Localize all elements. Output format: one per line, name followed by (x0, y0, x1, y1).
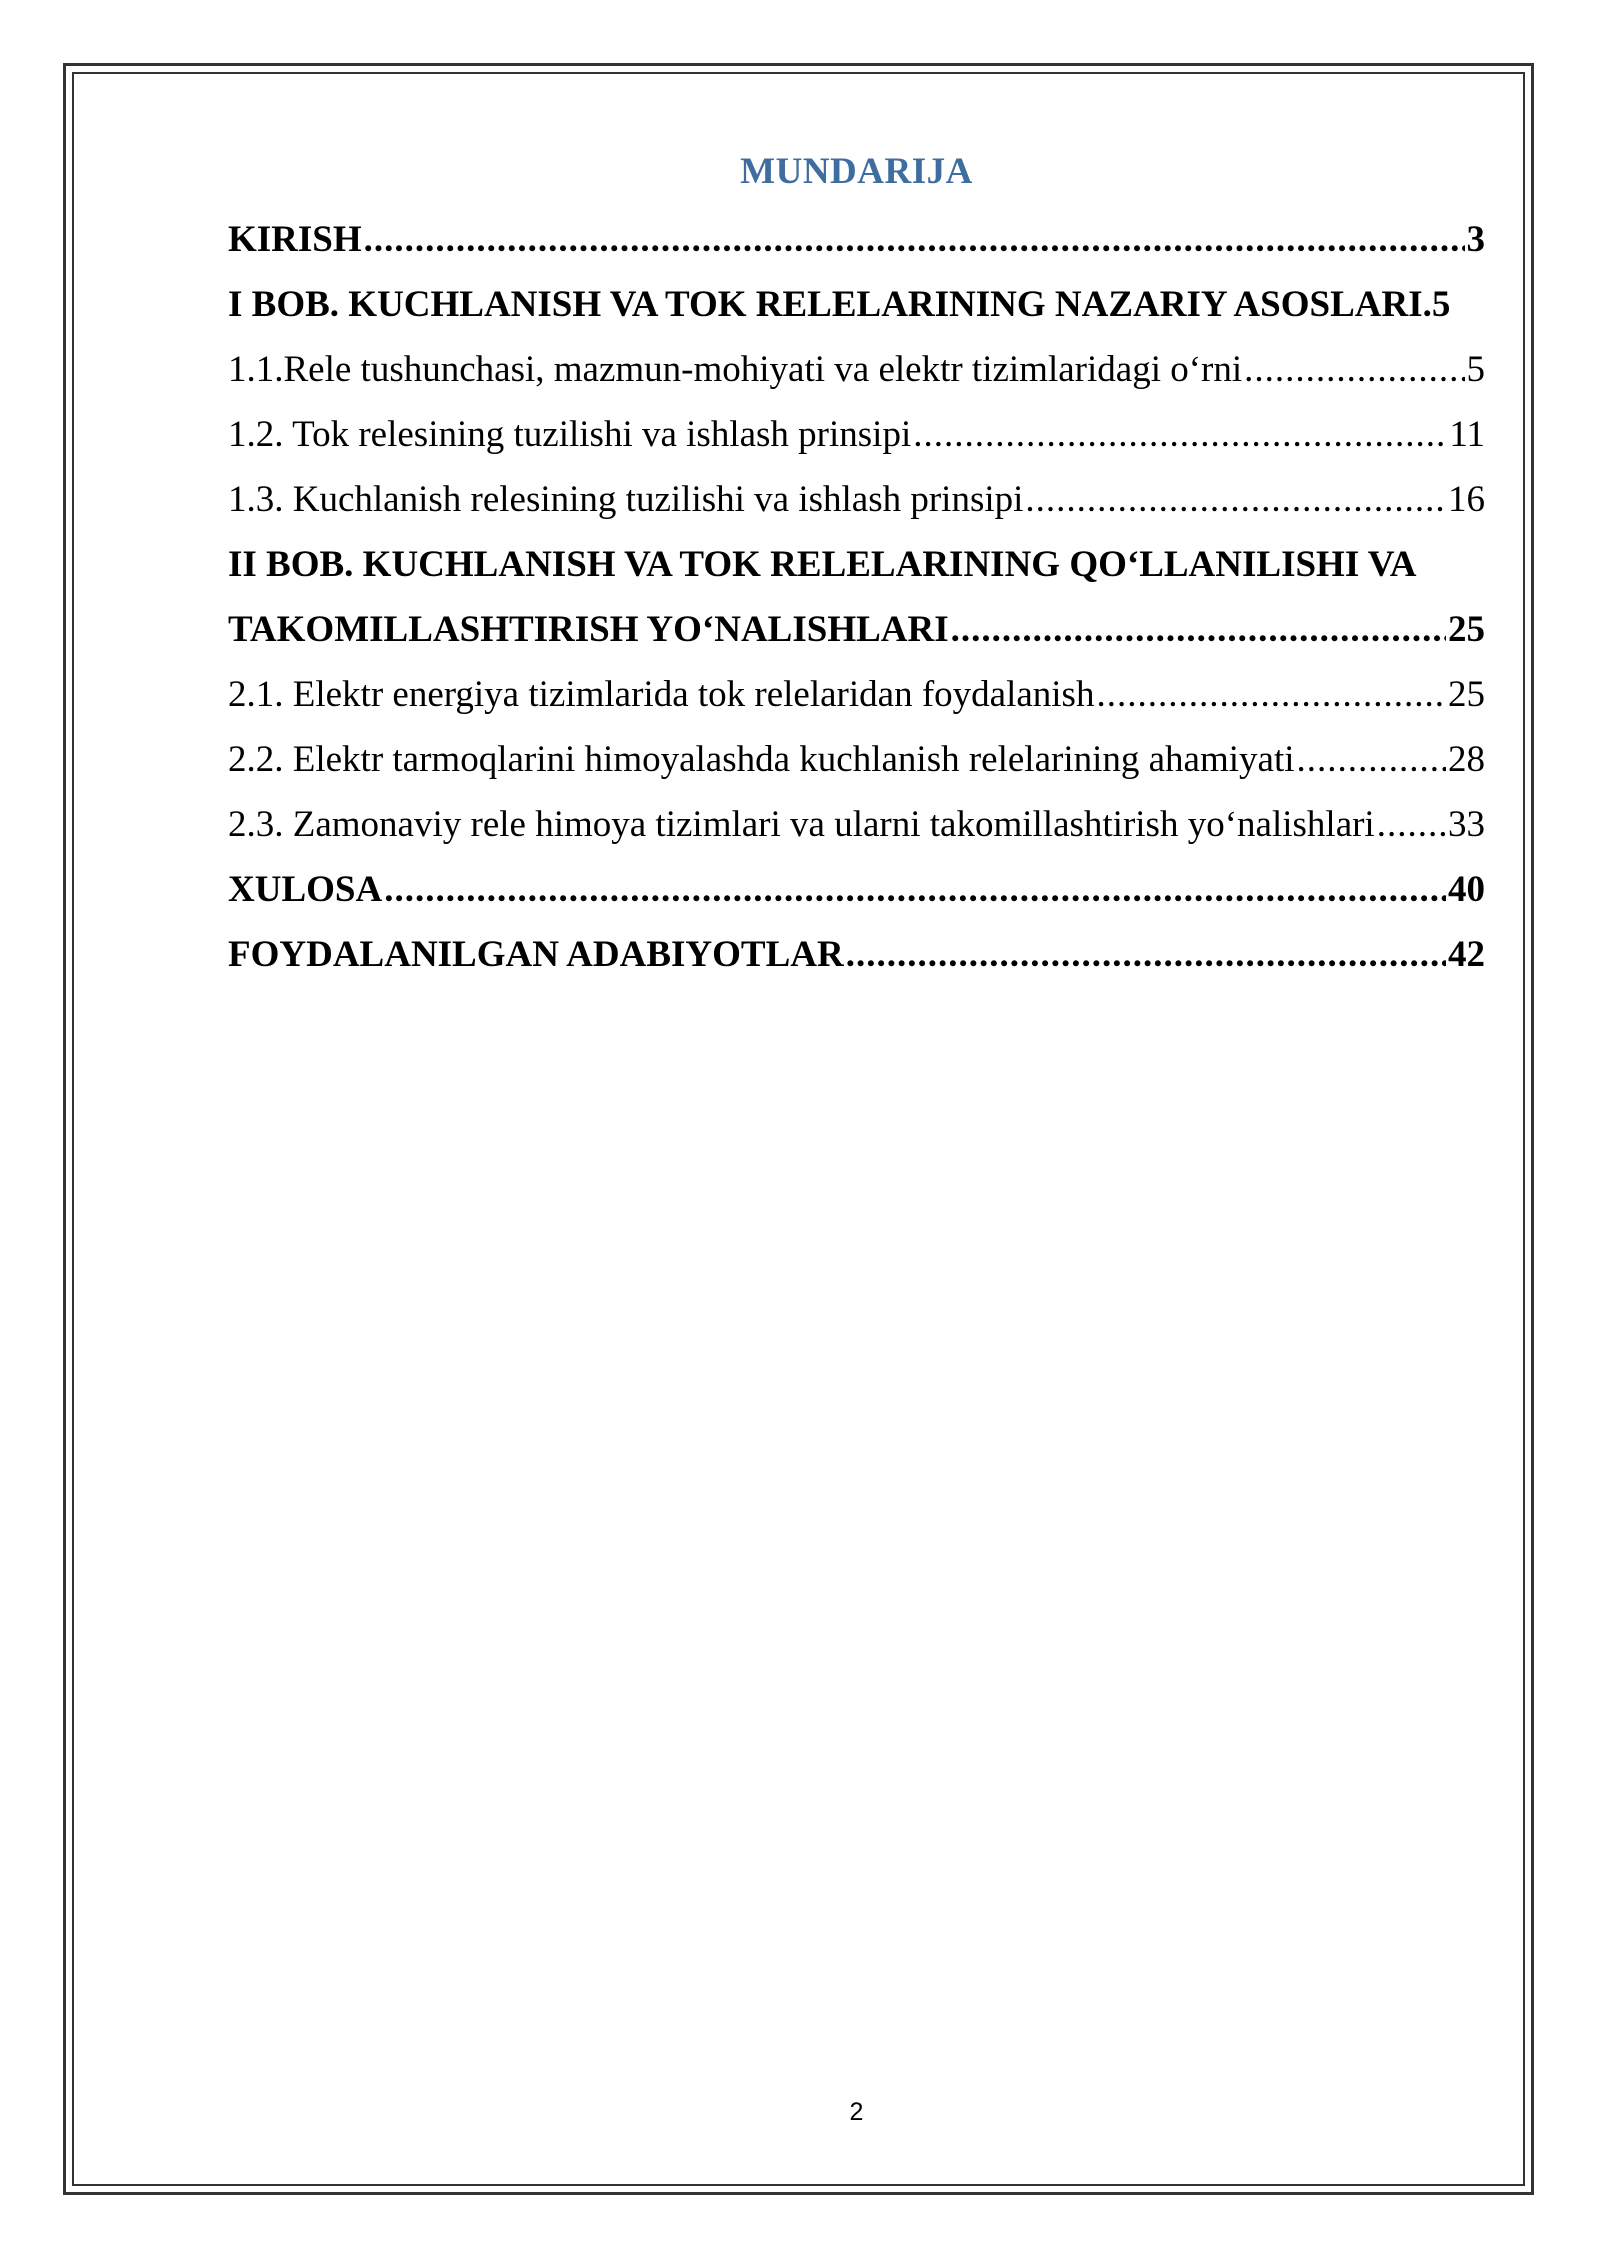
toc-entry-text: 2.1. Elektr energiya tizimlarida tok relelaridan foydalanish (228, 674, 1095, 715)
toc-dot-leader (846, 922, 1446, 987)
toc-dot-leader (1297, 727, 1446, 792)
toc-entry-1-3[interactable] (228, 467, 1485, 532)
toc-entry-text: XULOSA (228, 869, 383, 910)
toc-dot-leader (913, 402, 1447, 467)
toc-entry-page: 5 (1466, 349, 1485, 390)
toc-dot-leader (1377, 792, 1446, 857)
toc-dot-leader (951, 597, 1446, 662)
table-of-contents (228, 207, 1485, 987)
toc-entry-2-1[interactable] (228, 662, 1485, 727)
toc-entry-page: 33 (1448, 804, 1485, 845)
toc-title: MUNDARIJA (740, 151, 973, 192)
toc-entry-chapter-2-line-2[interactable] (228, 597, 1485, 662)
toc-entry-text: II BOB. KUCHLANISH VA TOK RELELARINING QO‘LLANILISHI VA (228, 544, 1417, 585)
toc-entry-text: FOYDALANILGAN ADABIYOTLAR (228, 934, 844, 975)
toc-dot-leader (1096, 662, 1446, 727)
toc-entry-text: 1.1.Rele tushunchasi, mazmun-mohiyati va elektr tizimlaridagi o‘rni (228, 349, 1243, 390)
toc-entry-page: 3 (1466, 219, 1485, 260)
toc-entry-page: 42 (1448, 934, 1485, 975)
toc-entry-kirish[interactable] (228, 207, 1485, 272)
page-number: 2 (849, 2098, 864, 2126)
toc-entry-2-3[interactable] (228, 792, 1485, 857)
toc-dot-leader (1025, 467, 1446, 532)
toc-entry-text: 1.2. Tok relesining tuzilishi va ishlash prinsipi (228, 414, 912, 455)
toc-entry-text: 2.3. Zamonaviy rele himoya tizimlari va ularni takomillashtirish yo‘nalishlari (228, 804, 1375, 845)
toc-entry-xulosa[interactable] (228, 857, 1485, 922)
toc-entry-text: TAKOMILLASHTIRISH YO‘NALISHLARI (228, 609, 949, 650)
toc-entry-text: KIRISH (228, 219, 362, 260)
toc-entry-page: 11 (1449, 414, 1485, 455)
toc-entry-text: 2.2. Elektr tarmoqlarini himoyalashda kuchlanish relelarining ahamiyati (228, 739, 1295, 780)
toc-entry-page: 16 (1448, 479, 1485, 520)
toc-entry-2-2[interactable] (228, 727, 1485, 792)
toc-entry-chapter-1[interactable] (228, 272, 1485, 337)
toc-entry-page: 5 (1431, 284, 1451, 325)
toc-entry-chapter-2-line-1[interactable] (228, 532, 1485, 597)
toc-dot-leader (1244, 337, 1464, 402)
toc-dot-leader (384, 857, 1446, 922)
toc-entry-adabiyotlar[interactable] (228, 922, 1485, 987)
toc-dot-leader (364, 207, 1465, 272)
toc-entry-text: I BOB. KUCHLANISH VA TOK RELELARINING NAZARIY ASOSLARI. (228, 284, 1432, 325)
toc-entry-page: 40 (1448, 869, 1485, 910)
toc-entry-page: 28 (1448, 739, 1485, 780)
toc-entry-1-2[interactable] (228, 402, 1485, 467)
toc-entry-page: 25 (1448, 674, 1485, 715)
toc-entry-page: 25 (1448, 609, 1485, 650)
toc-entry-text: 1.3. Kuchlanish relesining tuzilishi va ishlash prinsipi (228, 479, 1024, 520)
toc-entry-1-1[interactable] (228, 337, 1485, 402)
